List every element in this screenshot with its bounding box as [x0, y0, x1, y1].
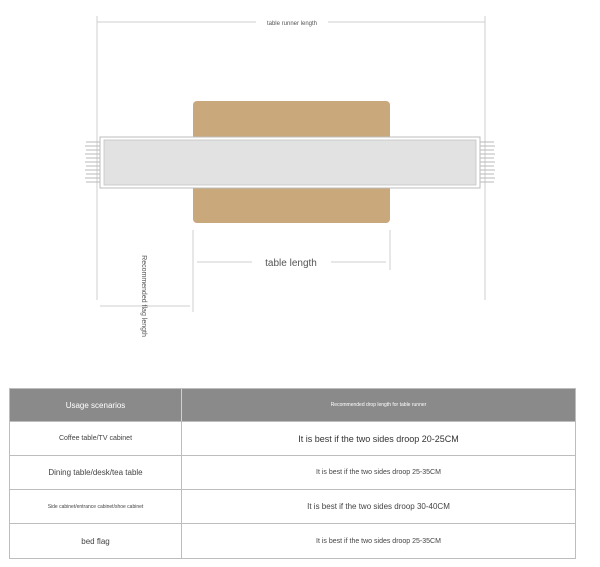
table-length-label: table length	[265, 258, 317, 269]
runner-fringe-right	[480, 142, 495, 182]
table-row	[10, 422, 575, 456]
table-row	[10, 456, 575, 490]
header-recommended-drop: Recommended drop length for table runner	[330, 402, 427, 408]
table-header-row	[10, 389, 575, 422]
table-row	[10, 490, 575, 524]
scenario-cell: Coffee table/TV cabinet	[10, 422, 182, 455]
runner-length-label: table runner length	[266, 21, 318, 27]
scenario-cell: bed flag	[10, 524, 182, 558]
recommendation-cell: It is best if the two sides droop 30-40CM	[307, 502, 450, 511]
table-runner-inner	[104, 140, 476, 185]
scenario-cell: Dining table/desk/tea table	[10, 456, 182, 489]
recommendation-cell: It is best if the two sides droop 25-35CM	[316, 537, 441, 545]
drop-length-table	[9, 388, 576, 559]
recommendation-cell: It is best if the two sides droop 25-35CM	[316, 469, 441, 476]
recommendation-cell: It is best if the two sides droop 20-25CM	[298, 433, 459, 444]
header-usage-scenarios: Usage scenarios	[10, 389, 182, 421]
scenario-cell: Side cabinet/entrance cabinet/shoe cabinet	[10, 490, 182, 523]
table-row	[10, 524, 575, 558]
flag-length-label: Recommended flag length	[140, 255, 147, 337]
runner-fringe-left	[85, 142, 100, 182]
